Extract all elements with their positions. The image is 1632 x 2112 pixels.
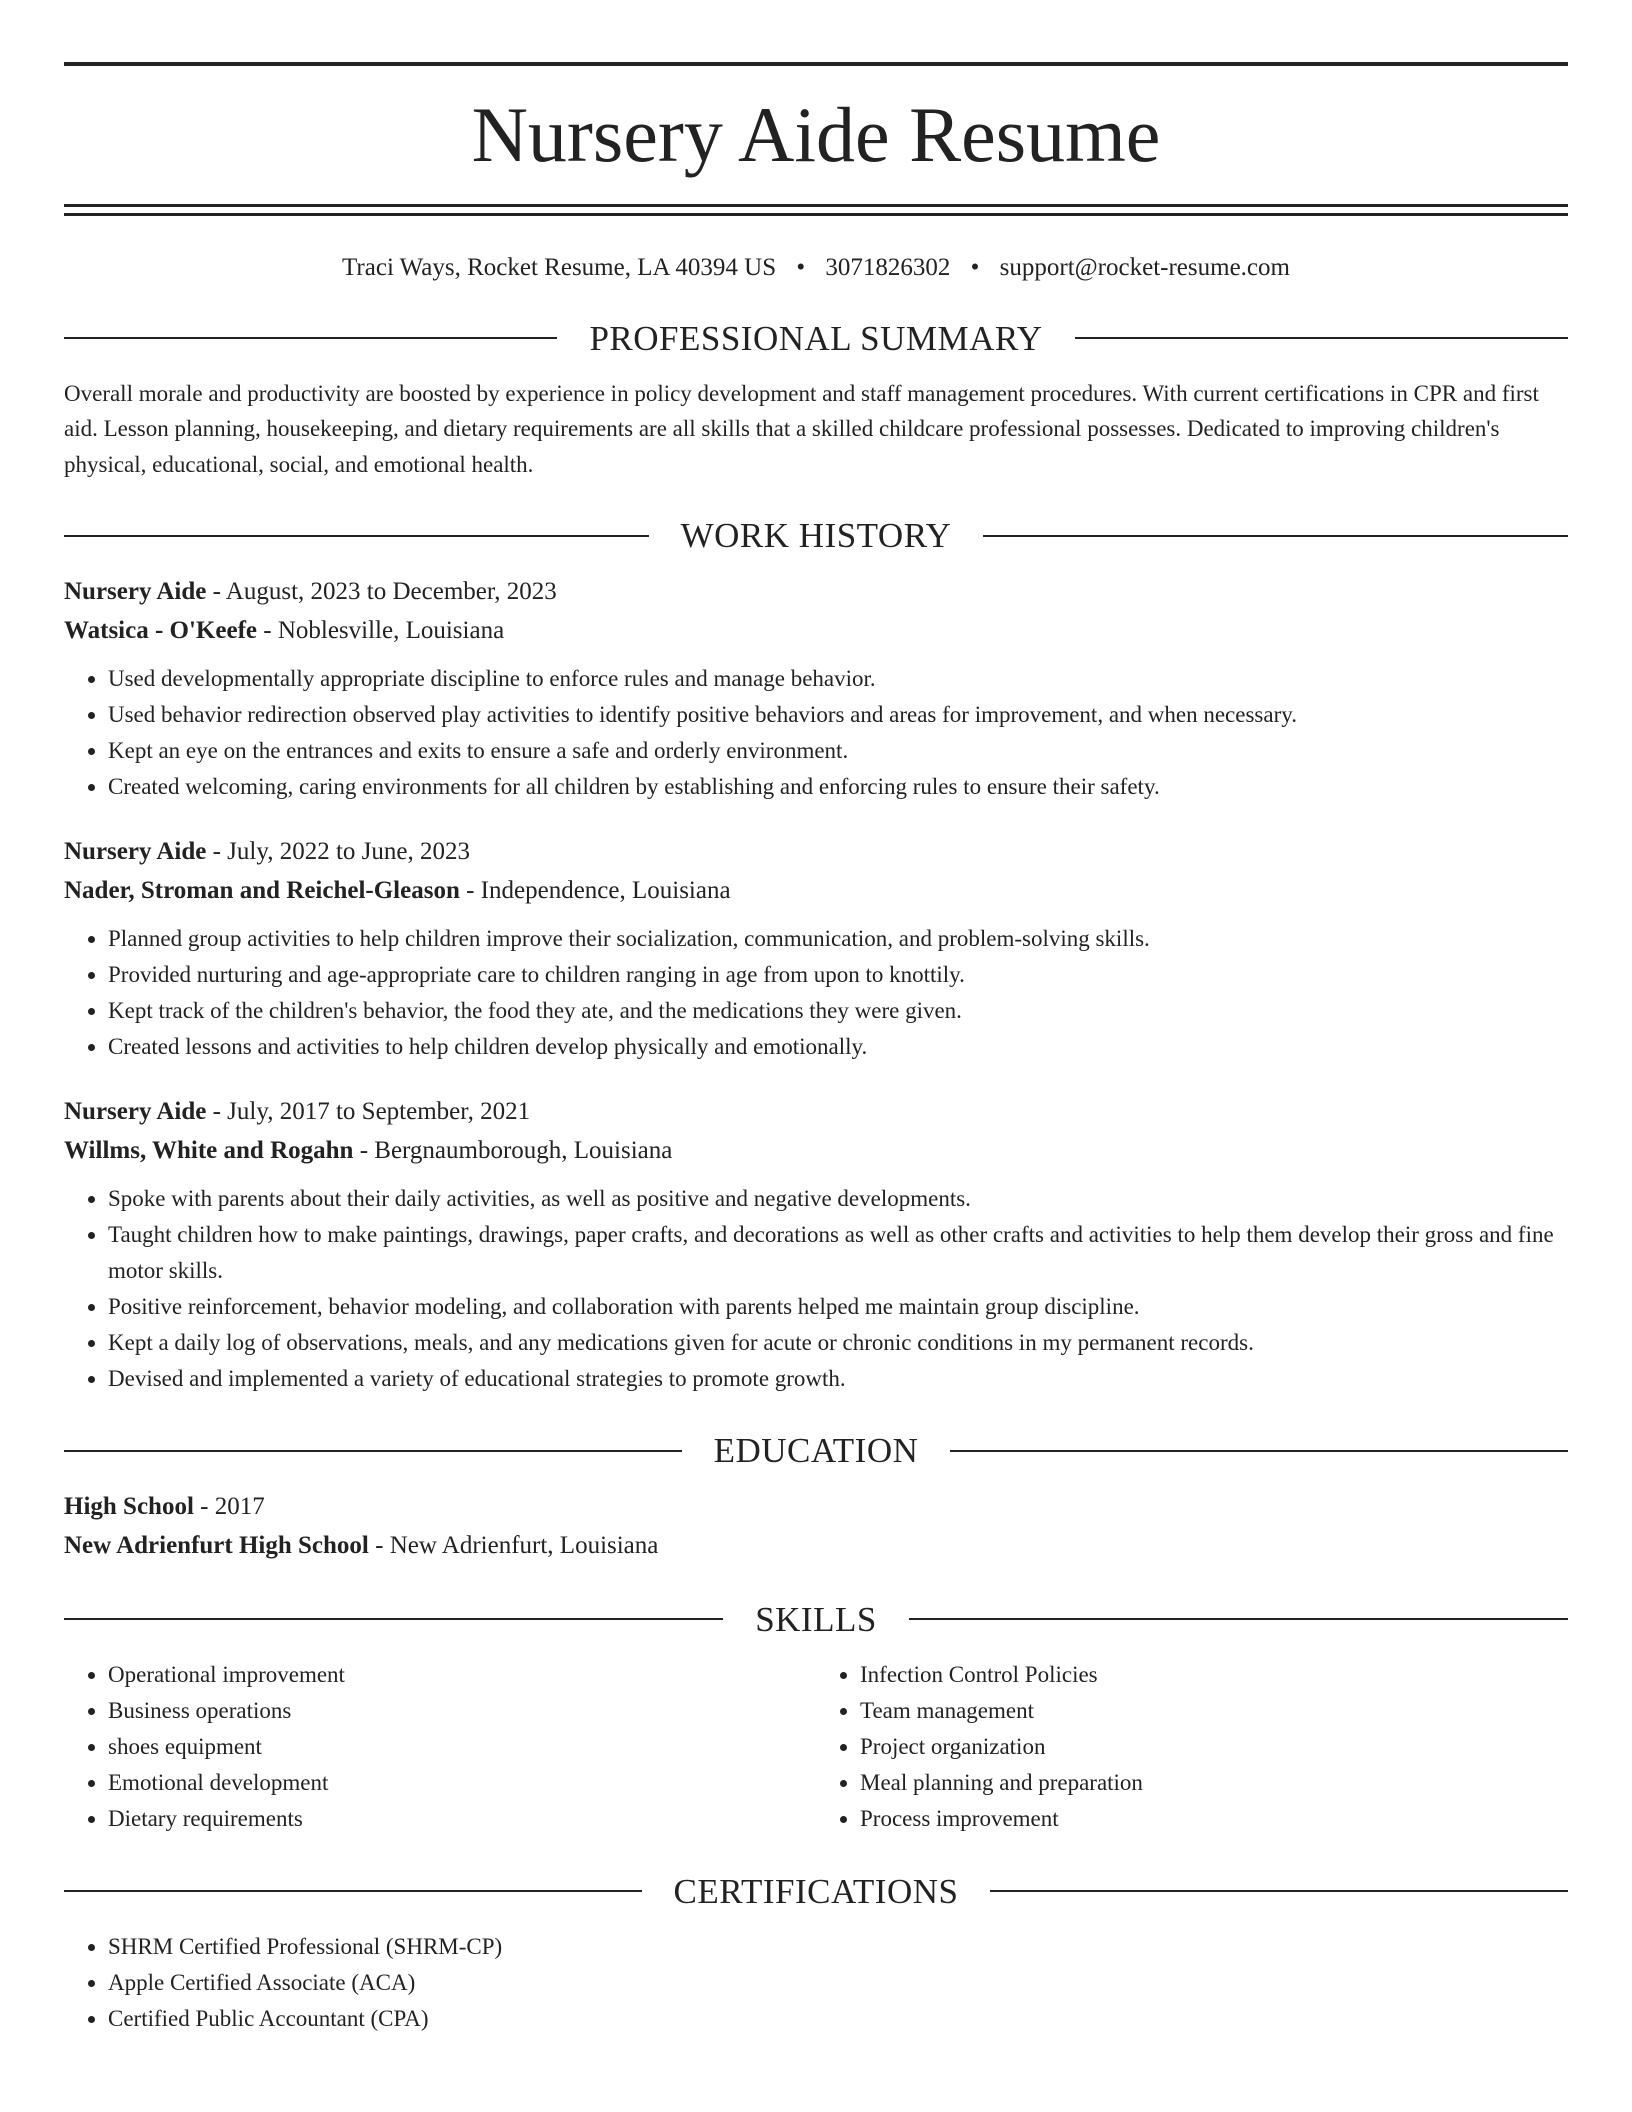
- list-item: • Team management: [860, 1693, 1568, 1729]
- employer-line: [64, 612, 1568, 651]
- resume-title: Nursery Aide Resume: [471, 91, 1161, 178]
- list-item: • Kept track of the children's behavior, the food they ate, and the medications they were given.: [108, 993, 1568, 1029]
- list-item: • Dietary requirements: [108, 1801, 816, 1837]
- job-bullets: [64, 661, 1568, 805]
- job-entry: [64, 1093, 1568, 1397]
- contact-email: support@rocket-resume.com: [999, 254, 1290, 281]
- heading-rule: [64, 1450, 682, 1452]
- contact-separator: •: [970, 254, 980, 281]
- school-line: [64, 1527, 1568, 1566]
- job-title: Nursery Aide: [64, 1098, 207, 1126]
- employer-line: [64, 872, 1568, 911]
- skills-columns: [64, 1657, 1568, 1838]
- list-item: • Operational improvement: [108, 1657, 816, 1693]
- degree-line: [64, 1488, 1568, 1527]
- resume-page: [64, 0, 1568, 2037]
- heading-rule: [64, 1618, 723, 1620]
- list-item: • Used behavior redirection observed play activities to identify positive behaviors and areas for improvement, and when necessary.: [108, 697, 1568, 733]
- contact-address: Traci Ways, Rocket Resume, LA 40394 US: [342, 254, 777, 281]
- heading-rule: [990, 1890, 1568, 1892]
- list-item: • Created lessons and activities to help children develop physically and emotionally.: [108, 1029, 1568, 1065]
- certifications-bullets: [64, 1929, 1568, 2037]
- list-item: • Created welcoming, caring environments for all children by establishing and enforcing rules to ensure their safety.: [108, 769, 1568, 805]
- list-item: • Process improvement: [860, 1801, 1568, 1837]
- heading-rule: [950, 1450, 1568, 1452]
- list-item: • shoes equipment: [108, 1729, 816, 1765]
- employer-name: Watsica - O'Keefe: [64, 617, 257, 645]
- list-item: • Spoke with parents about their daily activities, as well as positive and negative developments.: [108, 1181, 1568, 1217]
- contact-separator: •: [796, 254, 806, 281]
- job-title-line: [64, 1093, 1568, 1132]
- title-double-rule: [64, 204, 1568, 216]
- list-item: • Emotional development: [108, 1765, 816, 1801]
- list-item: • Business operations: [108, 1693, 816, 1729]
- job-entry: [64, 833, 1568, 1065]
- section-heading-skills: [64, 1599, 1568, 1639]
- list-item: • Kept a daily log of observations, meals, and any medications given for acute or chronic conditions in my permanent records.: [108, 1325, 1568, 1361]
- list-item: • Provided nurturing and age-appropriate care to children ranging in age from upon to knottily.: [108, 957, 1568, 993]
- employer-location: - Bergnaumborough, Louisiana: [353, 1137, 673, 1165]
- heading-rule: [1075, 337, 1568, 339]
- job-dates: - August, 2023 to December, 2023: [206, 578, 557, 606]
- list-item: • Infection Control Policies: [860, 1657, 1568, 1693]
- job-bullets: [64, 1181, 1568, 1398]
- section-heading-summary: [64, 318, 1568, 358]
- list-item: • Positive reinforcement, behavior modeling, and collaboration with parents helped me maintain group discipline.: [108, 1289, 1568, 1325]
- list-item: • Taught children how to make paintings, drawings, paper crafts, and decorations as well as other crafts and activities to help them develop their gross and fine motor skills.: [108, 1217, 1568, 1289]
- school-location: - New Adrienfurt, Louisiana: [368, 1532, 659, 1560]
- section-heading-certifications: [64, 1871, 1568, 1911]
- employer-name: Nader, Stroman and Reichel-Gleason: [64, 877, 460, 905]
- section-title: PROFESSIONAL SUMMARY: [589, 318, 1043, 358]
- list-item: • Apple Certified Associate (ACA): [108, 1965, 1568, 2001]
- list-item: • Planned group activities to help children improve their socialization, communication, and problem-solving skills.: [108, 921, 1568, 957]
- job-dates: - July, 2022 to June, 2023: [206, 838, 471, 866]
- school-name: New Adrienfurt High School: [64, 1532, 369, 1560]
- job-title-line: [64, 573, 1568, 612]
- list-item: • Certified Public Accountant (CPA): [108, 2001, 1568, 2037]
- skills-list-left: [64, 1657, 816, 1838]
- list-item: • Meal planning and preparation: [860, 1765, 1568, 1801]
- employer-location: - Independence, Louisiana: [459, 877, 731, 905]
- employer-line: [64, 1132, 1568, 1171]
- list-item: • Used developmentally appropriate discipline to enforce rules and manage behavior.: [108, 661, 1568, 697]
- job-bullets: [64, 921, 1568, 1065]
- list-item: • Project organization: [860, 1729, 1568, 1765]
- degree-name: High School: [64, 1493, 194, 1521]
- graduation-year: - 2017: [193, 1493, 265, 1521]
- list-item: • Kept an eye on the entrances and exits to ensure a safe and orderly environment.: [108, 733, 1568, 769]
- job-title: Nursery Aide: [64, 578, 207, 606]
- contact-phone: 3071826302: [825, 254, 951, 281]
- heading-rule: [64, 535, 649, 537]
- heading-rule: [64, 337, 557, 339]
- employer-name: Willms, White and Rogahn: [64, 1137, 354, 1165]
- section-title: SKILLS: [755, 1599, 877, 1639]
- job-title-line: [64, 833, 1568, 872]
- summary-text: Overall morale and productivity are boosted by experience in policy development and staff management procedures. With current certifications in CPR and first aid. Lesson planning, housekeeping, and dietary requirements are all skills that a skilled childcare professional possesses. Dedicated to improving children's physical, educational, social, and emotional health.: [64, 380, 1539, 477]
- heading-rule: [64, 1890, 642, 1892]
- skills-list-right: [816, 1657, 1568, 1838]
- section-heading-work-history: [64, 516, 1568, 556]
- contact-line: [64, 252, 1568, 285]
- list-item: • Devised and implemented a variety of educational strategies to promote growth.: [108, 1361, 1568, 1397]
- section-heading-education: [64, 1431, 1568, 1471]
- certifications-list: [64, 1929, 1568, 2037]
- job-dates: - July, 2017 to September, 2021: [206, 1098, 531, 1126]
- heading-rule: [909, 1618, 1568, 1620]
- section-title: EDUCATION: [713, 1431, 919, 1471]
- section-title: WORK HISTORY: [680, 516, 952, 556]
- education-entry: [64, 1488, 1568, 1566]
- job-entry: [64, 573, 1568, 805]
- employer-location: - Noblesville, Louisiana: [257, 617, 505, 645]
- list-item: • SHRM Certified Professional (SHRM-CP): [108, 1929, 1568, 1965]
- job-title: Nursery Aide: [64, 838, 207, 866]
- heading-rule: [983, 535, 1568, 537]
- section-title: CERTIFICATIONS: [673, 1871, 959, 1911]
- top-rule: [64, 62, 1568, 66]
